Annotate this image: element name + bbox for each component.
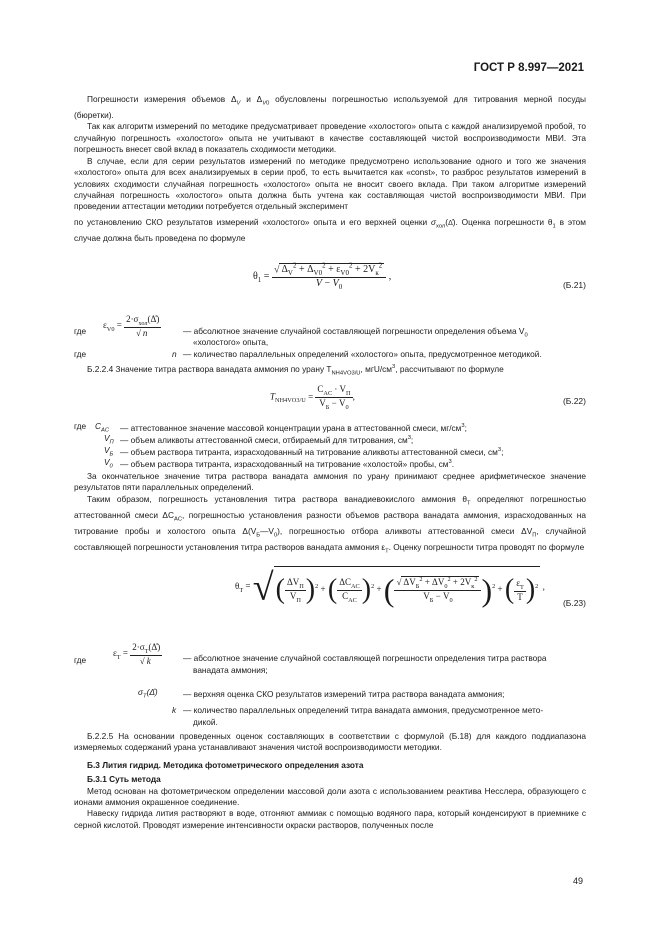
standard-header: ГОСТ Р 8.997—2021 <box>473 62 584 74</box>
where-desc-vb: — объем раствора титранта, израсходованный на титрование аликвоты аттестованной смеси, $см^3$; <box>120 446 504 457</box>
formula-b22: $T_{NH4VO3/U}$ = $\frac{C_{AC} \cdot V_П}{V_Б - V_0}$ , <box>270 384 355 411</box>
page-number: 49 <box>572 876 583 886</box>
where-desc-cac: — аттестованное значение массовой концентрации урана в аттестованной смеси, $мг/см^3$; <box>120 422 467 433</box>
paragraph-volumes: Погрешности измерения объемов $\Delta_V$ и $\Delta_{V0}$ обусловлены погрешностью используемой для титрования мерной посуды (бюретки). <box>74 94 587 121</box>
where-desc-vp: — объем аликвоты аттестованной смеси, отбираемый для титрования, $см^3$; <box>120 434 414 445</box>
symbol-k: k <box>172 705 177 715</box>
formula-eps-t: $\varepsilon_T$ = $\frac{2\cdot\sigma_T(\Deltå)}{√ k}$ <box>113 642 161 666</box>
bottom-text <box>74 731 586 831</box>
formula-eps-v0: $\varepsilon_{V0}$ = $\frac{2\cdot\sigma_{хол}(\Deltå)}{√ n}$ <box>103 314 160 338</box>
where-desc-v0: — объем раствора титранта, израсходованный на титрование «холостой» пробы, $см^3$. <box>120 458 455 469</box>
where-desc-n: — количество параллельных определений «холостого» опыта, предусмотренное методикой. <box>183 349 542 359</box>
middle-text <box>74 471 586 558</box>
where-desc-eps-v0-cont: «холостого» опыта, <box>193 337 269 347</box>
symbol-vb: $V_Б$ <box>104 445 114 458</box>
where-desc-k: — количество параллельных определений титра ванадата аммония, предусмотренное мето- <box>183 705 544 715</box>
symbol-cac: $C_{AC}$ <box>95 421 110 434</box>
equation-number-b23: (Б.23) <box>562 598 586 608</box>
intro-text <box>74 94 586 244</box>
where-desc-eps-v0: — абсолютное значение случайной составляющей погрешности определения объема $V_0$ <box>183 326 528 339</box>
where-desc-k-cont: дикой. <box>193 717 218 727</box>
where-label-2: где <box>74 349 87 359</box>
heading-b31: Б.3.1 Суть метода <box>87 774 161 785</box>
where-desc-sigma-t: — верхняя оценка СКО результатов измерений титра раствора ванадата аммония; <box>183 689 505 699</box>
paragraph-thus: Таким образом, погрешность установления титра раствора ванадиевокислого аммония $\theta_T$ определяют погрешностью аттестованной смеси $\Delta C_{AC}$, погрешностью установления разности объемов раствора ванадата аммония, израсходованных на титрование пробы и холостого опыта $\Delta(V_Б—V_0)$, погрешностью отбора аликвоты аттестованной смеси $\Delta V_П$, случайной составляющей погрешности установления титра растворов ванадата аммония $\varepsilon_T$. Оценку погрешности титра проводят по формуле <box>74 493 587 555</box>
formula-b23: $\theta_T$ = √( $\frac{\Delta V_П}{V_П}$ )$^2$ + ( $\frac{\Delta C_{AC}}{C_{AC}}$ )$^2$ + ( $\frac{√ \Delta V_Б^2 + \Delta V_0^2 + 2V_к^2}{V_Б - V_0}$ )$^2$ + ( $\frac{\varepsilon_T}{T}$ )$^2$ , <box>235 566 545 609</box>
paragraph-method-basis: Метод основан на фотометрическом определении массовой доли азота с использованием реактива Несслера, образующего с ионами аммония окрашенное соединение. <box>74 785 586 808</box>
symbol-n: n <box>172 349 177 359</box>
paragraph-theta-estimate: по установлению СКО результатов измерений «холостого» опыта и его верхней оценки $\sigma_{хол}(\Deltå)$. Оценка погрешности $\theta_1$ в этом случае должна быть проведена по формуле <box>74 216 586 243</box>
where-desc-eps-t: — абсолютное значение случайной составляющей погрешности определения титра раствора <box>183 653 547 663</box>
section-b224: Б.2.2.4 Значение титра раствора ванадата аммония по урану $T_{NH4VO3/U}$, мгU/$см^3$, рассчитывают по формуле <box>87 363 504 377</box>
where-label-3: где <box>74 421 87 431</box>
paragraph-blank-algorithm: Так как алгоритм измерений по методике предусматривает проведение «холостого» опыта с каждой анализируемой пробой, то случайную погрешность «холостого» опыта не учитывают в качестве составляющей чистой воспроизводимости МВИ. Эта погрешность внесет свой вклад в показатель сходимости методики. <box>74 121 586 155</box>
where-desc-eps-t-cont: ванадата аммония; <box>193 665 268 675</box>
symbol-vp: $V_П$ <box>104 433 114 446</box>
paragraph-sample-prep: Навеску гидрида лития растворяют в воде, отгоняют аммиак с помощью водяного пара, который конденсируют в приемнике с серной кислотой. Проводят измерение интенсивности окраски растворов, полученных после <box>74 808 586 830</box>
paragraph-blank-series: В случае, если для серии результатов измерений по методике предусмотрено использование одного и того же значения «холостого» опыта для всех анализируемых в серии проб, то есть вычитается как «const», то разброс результатов измерений в условиях сходимости случайная погрешность «холостого» опыта не вносит своего вклада. При таком алгоритме измерений случайная погрешность «холостого» опыта должна быть учтена как составляющая чистой воспроизводимости МВИ. При проведении аттестации методики потребуется отдельный эксперимент <box>74 155 586 212</box>
paragraph-b225: Б.2.2.5 На основании проведенных оценок составляющих в соответствии с формулой (Б.18) для каждого поддиапазона измеряемых содержаний урана устанавливают значения чистой воспроизводимости методики. <box>74 731 586 753</box>
formula-b21: $\theta_1$ = $\frac{√ \Delta_V^2 + \Delta_{V0}^2 + \varepsilon_{V0}^2 + 2V_к^2}{V - V_0}$ , <box>253 262 392 292</box>
heading-b3: Б.3 Лития гидрид. Методика фотометрического определения азота <box>87 759 364 770</box>
equation-number-b22: (Б.22) <box>562 396 586 406</box>
where-label-1: где <box>74 326 87 336</box>
symbol-sigma-t: $\sigma_T(\Deltå)$ <box>138 687 158 700</box>
symbol-v0: $V_0$ <box>104 457 113 470</box>
where-label-4: где <box>74 655 87 665</box>
equation-number-b21: (Б.21) <box>562 280 586 290</box>
paragraph-final-titre: За окончательное значение титра раствора ванадата аммония по урану принимают среднее арифметическое значение результатов пяти параллельных определений. <box>74 471 586 493</box>
